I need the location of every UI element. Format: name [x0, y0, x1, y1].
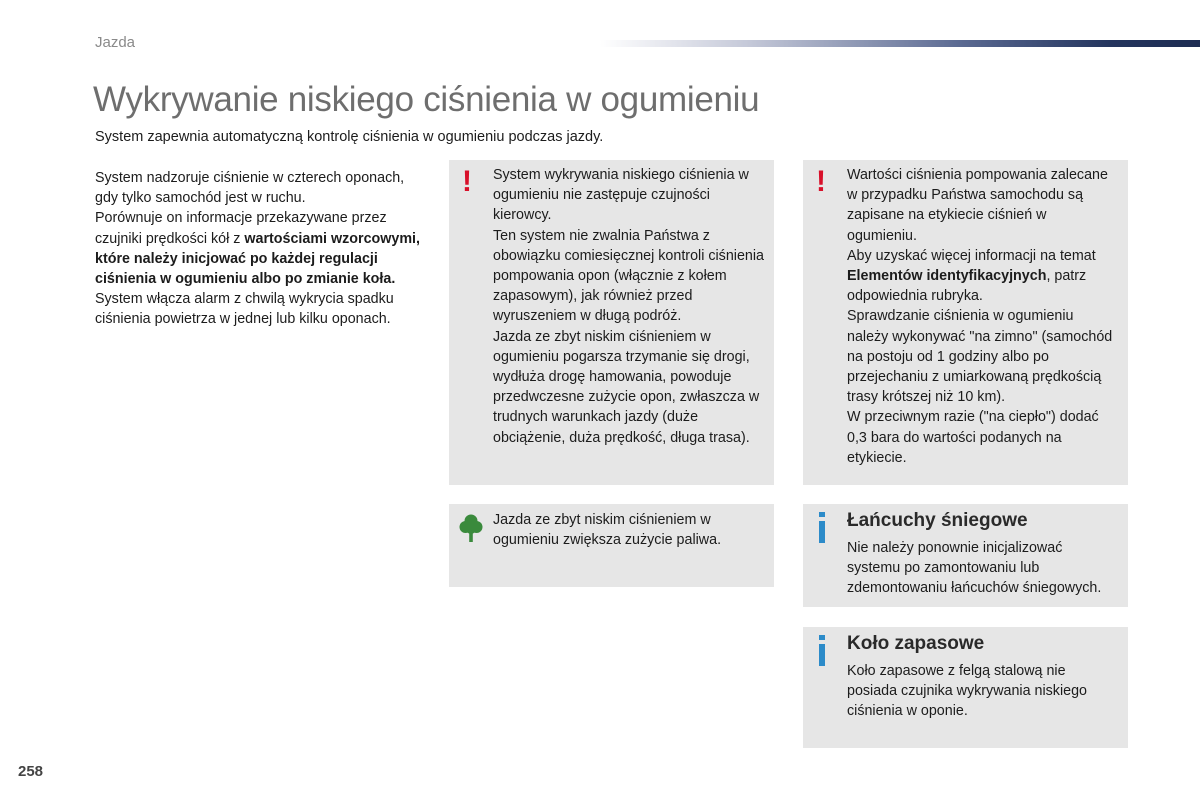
eco-tree-icon [459, 513, 483, 543]
warning-box-2-text [847, 165, 1118, 468]
main-paragraph-2 [95, 208, 425, 289]
main-text-column [95, 168, 425, 330]
intro-text: System zapewnia automatyczną kontrolę ciśnienia w ogumieniu podczas jazdy. [95, 129, 604, 145]
info-box-spare-wheel [803, 627, 1128, 748]
spare-wheel-heading: Koło zapasowe [847, 633, 985, 654]
page-number: 258 [18, 763, 44, 780]
exclamation-warning-icon: ! [462, 165, 472, 198]
warning-2-paragraph-3: Sprawdzanie ciśnienia w ogumieniu należy wykonywać "na zimno" (samochód na postoju od 1 godziny albo po przejechaniu z umiarkowaną prędkością trasy krótszej niż 10 km). [847, 308, 1113, 406]
info-box-snow-chains [803, 504, 1128, 607]
warning-1-paragraph-3: Jazda ze zbyt niskim ciśnieniem w ogumieniu pogarsza trzymanie się drogi, wydłuża drogę hamowania, powoduje przedwczesne zużycie opon, zwłaszcza w trudnych warunkach jazdy (duże obciążenie, duża prędkość, długa trasa). [493, 328, 760, 446]
identification-elements-reference: Elementów identyfikacyjnych [847, 268, 1047, 285]
warning-2-paragraph-2-after: , patrz odpowiednia rubryka. [847, 268, 1087, 305]
warning-2-paragraph-1: Wartości ciśnienia pompowania zalecane w przypadku Państwa samochodu są zapisane na etykiecie ciśnień w ogumieniu. [847, 167, 1108, 244]
info-icon [817, 631, 829, 671]
main-paragraph-2-text: Porównuje on informacje przekazywane przez czujniki prędkości kół z [95, 210, 387, 247]
warning-1-paragraph-1: System wykrywania niskiego ciśnienia w ogumieniu nie zastępuje czujności kierowcy. [493, 167, 749, 224]
snow-chains-text: Nie należy ponownie inicjalizować systemu po zamontowaniu lub zdemontowaniu łańcuchów śniegowych. [847, 540, 1102, 597]
main-paragraph-2-bold: wartościami wzorcowymi, które należy inicjować po każdej regulacji ciśnienia w ogumieniu albo po zmianie koła. [95, 230, 420, 288]
exclamation-warning-icon: ! [816, 165, 826, 198]
warning-2-paragraph-4: W przeciwnym razie ("na ciepło") dodać 0,3 bara do wartości podanych na etykiecie. [847, 409, 1099, 466]
snow-chains-heading: Łańcuchy śniegowe [847, 510, 1028, 531]
warning-box-driver-vigilance [449, 160, 774, 485]
main-paragraph-3: System włącza alarm z chwilą wykrycia spadku ciśnienia powietrza w jednej lub kilku oponach. [95, 291, 394, 328]
warning-box-pressure-values [803, 160, 1128, 485]
header-decorative-bar [600, 40, 1200, 47]
warning-2-paragraph-2 [847, 246, 1118, 307]
main-paragraph-1: System nadzoruje ciśnienie w czterech oponach, gdy tylko samochód jest w ruchu. [95, 170, 405, 207]
eco-tip-text: Jazda ze zbyt niskim ciśnieniem w ogumieniu zwiększa zużycie paliwa. [493, 512, 722, 549]
section-label: Jazda [95, 34, 136, 51]
info-icon [817, 508, 829, 548]
page-title: Wykrywanie niskiego ciśnienia w ogumieniu [93, 80, 760, 119]
spare-wheel-text: Koło zapasowe z felgą stalową nie posiada czujnika wykrywania niskiego ciśnienia w oponie. [847, 663, 1087, 720]
eco-tip-box [449, 504, 774, 587]
warning-1-paragraph-2: Ten system nie zwalnia Państwa z obowiązku comiesięcznej kontroli ciśnienia pompowania opon (włącznie z kołem zapasowym), jak również przed wyruszeniem w długą podróż. [493, 227, 764, 325]
warning-2-paragraph-2-before: Aby uzyskać więcej informacji na temat [847, 247, 1096, 264]
warning-box-1-text [493, 165, 764, 448]
